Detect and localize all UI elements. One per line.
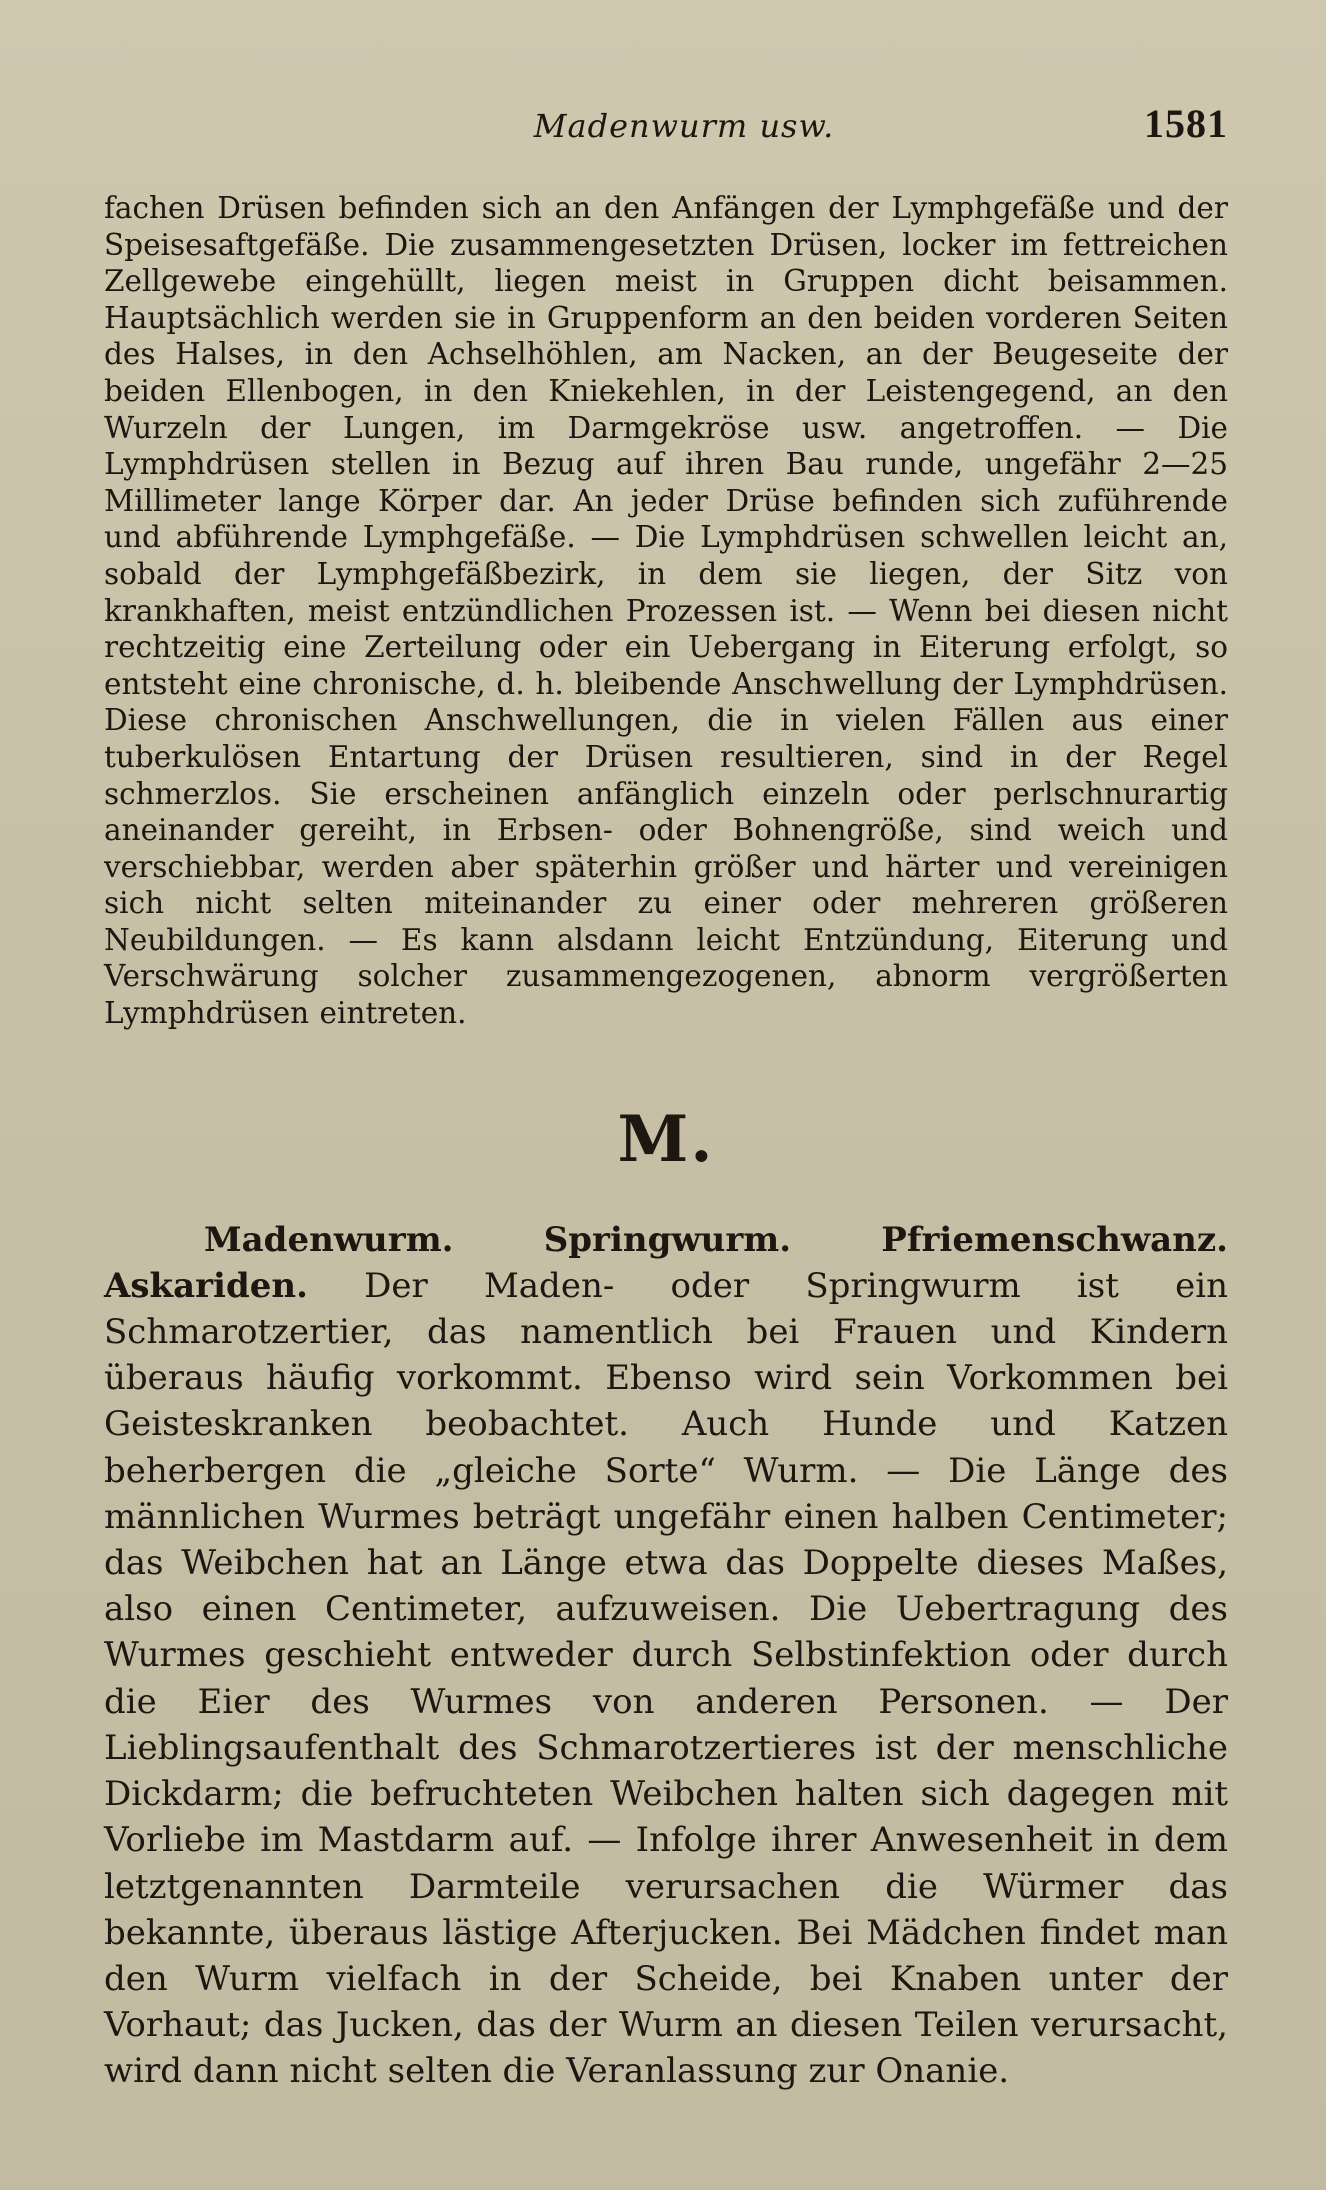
continued-paragraph: fachen Drüsen befinden sich an den Anfängen der Lymphgefäße und der Speisesaftgefäße. Die zusammengesetzten Drüsen, locker im fettreichen Zellgewebe eingehüllt, liegen meist in Gruppen dicht beisammen. Hauptsächlich werden sie in Gruppenform an den beiden vorderen Seiten des Halses, in den Achselhöhlen, am Nacken, an der Beugeseite der beiden Ellenbogen, in den Kniekehlen, in der Leistengegend, an den Wurzeln der Lungen, im Darmgekröse usw. angetroffen. — Die Lymphdrüsen stellen in Bezug auf ihren Bau runde, ungefähr 2—25 Millimeter lange Körper dar. An jeder Drüse befinden sich zuführende und abführende Lymphgefäße. — Die Lymphdrüsen schwellen leicht an, sobald der Lymphgefäßbezirk, in dem sie liegen, der Sitz von krankhaften, meist entzündlichen Prozessen ist. — Wenn bei diesen nicht rechtzeitig eine Zerteilung oder ein Uebergang in Eiterung erfolgt, so entsteht eine chronische, d. h. bleibende Anschwellung der Lymphdrüsen. Diese chronischen Anschwellungen, die in vielen Fällen aus einer tuberkulösen Entartung der Drüsen resultieren, sind in der Regel schmerzlos. Sie erscheinen anfänglich einzeln oder perlschnurartig aneinander gereiht, in Erbsen- oder Bohnengröße, sind weich und verschiebbar, werden aber späterhin größer und härter und vereinigen sich nicht selten miteinander zu einer oder mehreren größeren Neubildungen. — Es kann alsdann leicht Entzündung, Eiterung und Verschwärung solcher zusammengezogenen, abnorm vergrößerten Lymphdrüsen eintreten. [104, 191, 1228, 1031]
entry-paragraph [104, 1217, 1228, 2095]
section-letter-heading: M. [617, 1101, 715, 1177]
running-head [104, 100, 1228, 160]
entry-headword: Madenwurm. Springwurm. Pfriemenschwanz. Askariden. [104, 1219, 1228, 1306]
running-title: Madenwurm usw. [533, 107, 835, 145]
entry-text: Der Maden- oder Springwurm ist ein Schmarotzertier, das namentlich bei Frauen und Kindern überaus häufig vorkommt. Ebenso wird sein Vorkommen bei Geisteskranken beobachtet. Auch Hunde und Katzen beherbergen die „gleiche Sorte“ Wurm. — Die Länge des männlichen Wurmes beträgt ungefähr einen halben Centimeter; das Weibchen hat an Länge etwa das Doppelte dieses Maßes, also einen Centimeter, aufzuweisen. Die Uebertragung des Wurmes geschieht entweder durch Selbstinfektion oder durch die Eier des Wurmes von anderen Personen. — Der Lieblingsaufenthalt des Schmarotzertieres ist der menschliche Dickdarm; die befruchteten Weibchen halten sich dagegen mit Vorliebe im Mastdarm auf. — Infolge ihrer Anwesenheit in dem letztgenannten Darmteile verursachen die Würmer das bekannte, überaus lästige Afterjucken. Bei Mädchen findet man den Wurm vielfach in der Scheide, bei Knaben unter der Vorhaut; das Jucken, das der Wurm an diesen Teilen verursacht, wird dann nicht selten die Veranlassung zur Onanie. [104, 1265, 1228, 2092]
page-number: 1581 [1144, 101, 1228, 146]
